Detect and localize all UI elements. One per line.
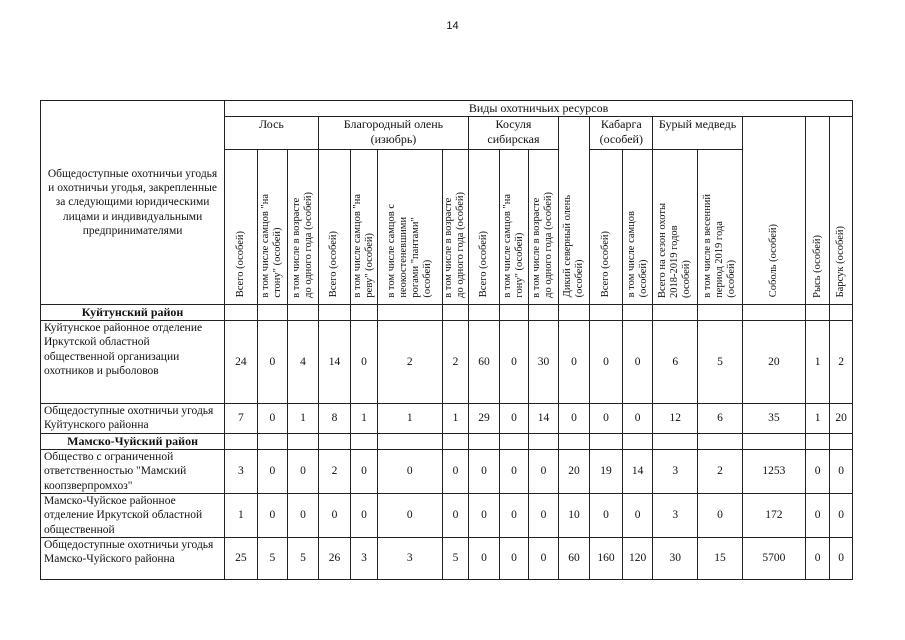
value-cell: 0 (590, 321, 623, 404)
roe-deer-header: Косуля сибирская (469, 117, 559, 150)
value-cell: 24 (225, 321, 258, 404)
value-cell: 0 (830, 493, 853, 537)
value-cell: 0 (288, 493, 319, 537)
value-cell: 5 (698, 321, 743, 404)
value-cell: 0 (558, 321, 590, 404)
empty-cell (698, 433, 743, 449)
empty-cell (742, 433, 805, 449)
value-cell: 0 (698, 493, 743, 537)
value-cell: 0 (590, 493, 623, 537)
value-cell: 0 (442, 493, 468, 537)
empty-cell (257, 433, 288, 449)
deer-antlers-header: в том числе самцов с неокостеневшими рогами "пантами" (особей) (377, 150, 442, 305)
organization-name: Общедоступные охотничьи угодья Куйтунского районна (41, 404, 225, 434)
value-cell: 0 (499, 404, 529, 434)
value-cell: 1 (805, 404, 829, 434)
value-cell: 2 (442, 321, 468, 404)
value-cell: 0 (529, 538, 559, 580)
value-cell: 5 (288, 538, 319, 580)
value-cell: 0 (805, 493, 829, 537)
table-row (41, 538, 853, 580)
empty-cell (558, 433, 590, 449)
empty-cell (288, 433, 319, 449)
deer-young-header: в том числе в возрасте до одного года (особей) (442, 150, 468, 305)
page-number: 14 (446, 20, 459, 32)
empty-cell (622, 433, 653, 449)
value-cell: 14 (318, 321, 351, 404)
value-cell: 120 (622, 538, 653, 580)
empty-cell (499, 305, 529, 321)
empty-cell (558, 305, 590, 321)
value-cell: 1253 (742, 449, 805, 493)
organization-name: Мамско-Чуйское районное отделение Иркутской областной общественной (41, 493, 225, 537)
value-cell: 30 (653, 538, 698, 580)
value-cell: 0 (499, 321, 529, 404)
elk-males-header: в том числе самцов "на стону" (особей) (257, 150, 288, 305)
value-cell: 0 (469, 449, 500, 493)
value-cell: 7 (225, 404, 258, 434)
value-cell: 1 (288, 404, 319, 434)
empty-cell (622, 305, 653, 321)
lynx-header: Рысь (особей) (805, 117, 829, 305)
value-cell: 0 (499, 538, 529, 580)
value-cell: 0 (622, 321, 653, 404)
value-cell: 20 (558, 449, 590, 493)
value-cell: 0 (351, 493, 377, 537)
value-cell: 10 (558, 493, 590, 537)
table-row (41, 321, 853, 404)
value-cell: 5 (442, 538, 468, 580)
empty-cell (805, 305, 829, 321)
bear-spring-header: в том числе в весенний период 2019 года (особей) (698, 150, 743, 305)
empty-cell (442, 305, 468, 321)
value-cell: 172 (742, 493, 805, 537)
roe-males-header: в том числе самцов "на гону" (особей) (499, 150, 529, 305)
owner-column-header: Общедоступные охотничьи угодья и охотничьи угодья, закрепленные за следующими юридическими лицами и индивидуальными предпринимателями (41, 101, 225, 305)
value-cell: 3 (653, 493, 698, 537)
value-cell: 1 (225, 493, 258, 537)
value-cell: 25 (225, 538, 258, 580)
empty-cell (805, 433, 829, 449)
value-cell: 19 (590, 449, 623, 493)
empty-cell (469, 433, 500, 449)
value-cell: 6 (653, 321, 698, 404)
musk-total-header: Всего (особей) (590, 150, 623, 305)
value-cell: 0 (499, 449, 529, 493)
value-cell: 0 (351, 449, 377, 493)
value-cell: 2 (377, 321, 442, 404)
empty-cell (653, 433, 698, 449)
empty-cell (225, 305, 258, 321)
empty-cell (529, 305, 559, 321)
value-cell: 0 (257, 321, 288, 404)
value-cell: 0 (805, 538, 829, 580)
value-cell: 2 (830, 321, 853, 404)
bear-season-header: Всего на сезон охоты 2018-2019 годов (особей) (653, 150, 698, 305)
value-cell: 4 (288, 321, 319, 404)
reindeer-header: Дикий северный олень (особей) (558, 117, 590, 305)
musk-males-header: в том числе самцов (особей) (622, 150, 653, 305)
value-cell: 60 (558, 538, 590, 580)
elk-total-header: Всего (особей) (225, 150, 258, 305)
value-cell: 14 (622, 449, 653, 493)
organization-name: Общество с ограниченной ответственностью "Мамский коопзверпромхоз" (41, 449, 225, 493)
musk-deer-header: Кабарга (особей) (590, 117, 653, 150)
badger-header: Барсук (особей) (830, 117, 853, 305)
value-cell: 26 (318, 538, 351, 580)
value-cell: 3 (225, 449, 258, 493)
elk-young-header: в том числе в возрасте до одного года (особей) (288, 150, 319, 305)
district-row (41, 433, 853, 449)
organization-name: Куйтунское районное отделение Иркутской областной общественной организации охотников и рыболовов (41, 321, 225, 404)
value-cell: 0 (830, 538, 853, 580)
elk-header: Лось (225, 117, 319, 150)
value-cell: 0 (469, 493, 500, 537)
value-cell: 1 (805, 321, 829, 404)
value-cell: 29 (469, 404, 500, 434)
red-deer-header: Благородный олень (изюбрь) (318, 117, 469, 150)
value-cell: 2 (698, 449, 743, 493)
empty-cell (529, 433, 559, 449)
value-cell: 0 (318, 493, 351, 537)
value-cell: 0 (622, 493, 653, 537)
value-cell: 1 (351, 404, 377, 434)
table-row (41, 449, 853, 493)
empty-cell (830, 305, 853, 321)
empty-cell (742, 305, 805, 321)
brown-bear-header: Бурый медведь (653, 117, 743, 150)
value-cell: 3 (653, 449, 698, 493)
empty-cell (351, 433, 377, 449)
deer-males-header: в том числе самцов "на реву" (особей) (351, 150, 377, 305)
district-name: Куйтунский район (41, 305, 225, 321)
empty-cell (653, 305, 698, 321)
empty-cell (590, 305, 623, 321)
value-cell: 0 (257, 404, 288, 434)
empty-cell (377, 433, 442, 449)
resource-types-header: Виды охотничьих ресурсов (225, 101, 853, 117)
value-cell: 0 (805, 449, 829, 493)
value-cell: 8 (318, 404, 351, 434)
value-cell: 5700 (742, 538, 805, 580)
table-body (41, 305, 853, 580)
district-name: Мамско-Чуйский район (41, 433, 225, 449)
empty-cell (469, 305, 500, 321)
table-row (41, 493, 853, 537)
value-cell: 30 (529, 321, 559, 404)
value-cell: 6 (698, 404, 743, 434)
roe-total-header: Всего (особей) (469, 150, 500, 305)
deer-total-header: Всего (особей) (318, 150, 351, 305)
value-cell: 0 (351, 321, 377, 404)
value-cell: 35 (742, 404, 805, 434)
value-cell: 0 (377, 493, 442, 537)
hunting-resources-table (40, 100, 853, 580)
table-row (41, 404, 853, 434)
sable-header: Соболь (особей) (742, 117, 805, 305)
empty-cell (590, 433, 623, 449)
empty-cell (257, 305, 288, 321)
empty-cell (499, 433, 529, 449)
value-cell: 0 (622, 404, 653, 434)
empty-cell (225, 433, 258, 449)
value-cell: 1 (377, 404, 442, 434)
value-cell: 0 (442, 449, 468, 493)
value-cell: 15 (698, 538, 743, 580)
value-cell: 0 (529, 493, 559, 537)
value-cell: 14 (529, 404, 559, 434)
value-cell: 0 (590, 404, 623, 434)
empty-cell (830, 433, 853, 449)
empty-cell (377, 305, 442, 321)
value-cell: 0 (529, 449, 559, 493)
empty-cell (318, 433, 351, 449)
district-row (41, 305, 853, 321)
value-cell: 0 (558, 404, 590, 434)
value-cell: 20 (830, 404, 853, 434)
value-cell: 0 (257, 493, 288, 537)
value-cell: 0 (288, 449, 319, 493)
value-cell: 0 (499, 493, 529, 537)
value-cell: 12 (653, 404, 698, 434)
organization-name: Общедоступные охотничьи угодья Мамско-Чуйского районна (41, 538, 225, 580)
value-cell: 3 (377, 538, 442, 580)
value-cell: 20 (742, 321, 805, 404)
value-cell: 0 (257, 449, 288, 493)
value-cell: 0 (469, 538, 500, 580)
empty-cell (442, 433, 468, 449)
roe-young-header: в том числе в возрасте до одного года (особей) (529, 150, 559, 305)
empty-cell (351, 305, 377, 321)
empty-cell (318, 305, 351, 321)
value-cell: 5 (257, 538, 288, 580)
value-cell: 3 (351, 538, 377, 580)
value-cell: 160 (590, 538, 623, 580)
value-cell: 0 (830, 449, 853, 493)
empty-cell (288, 305, 319, 321)
empty-cell (698, 305, 743, 321)
value-cell: 2 (318, 449, 351, 493)
value-cell: 60 (469, 321, 500, 404)
value-cell: 1 (442, 404, 468, 434)
value-cell: 0 (377, 449, 442, 493)
